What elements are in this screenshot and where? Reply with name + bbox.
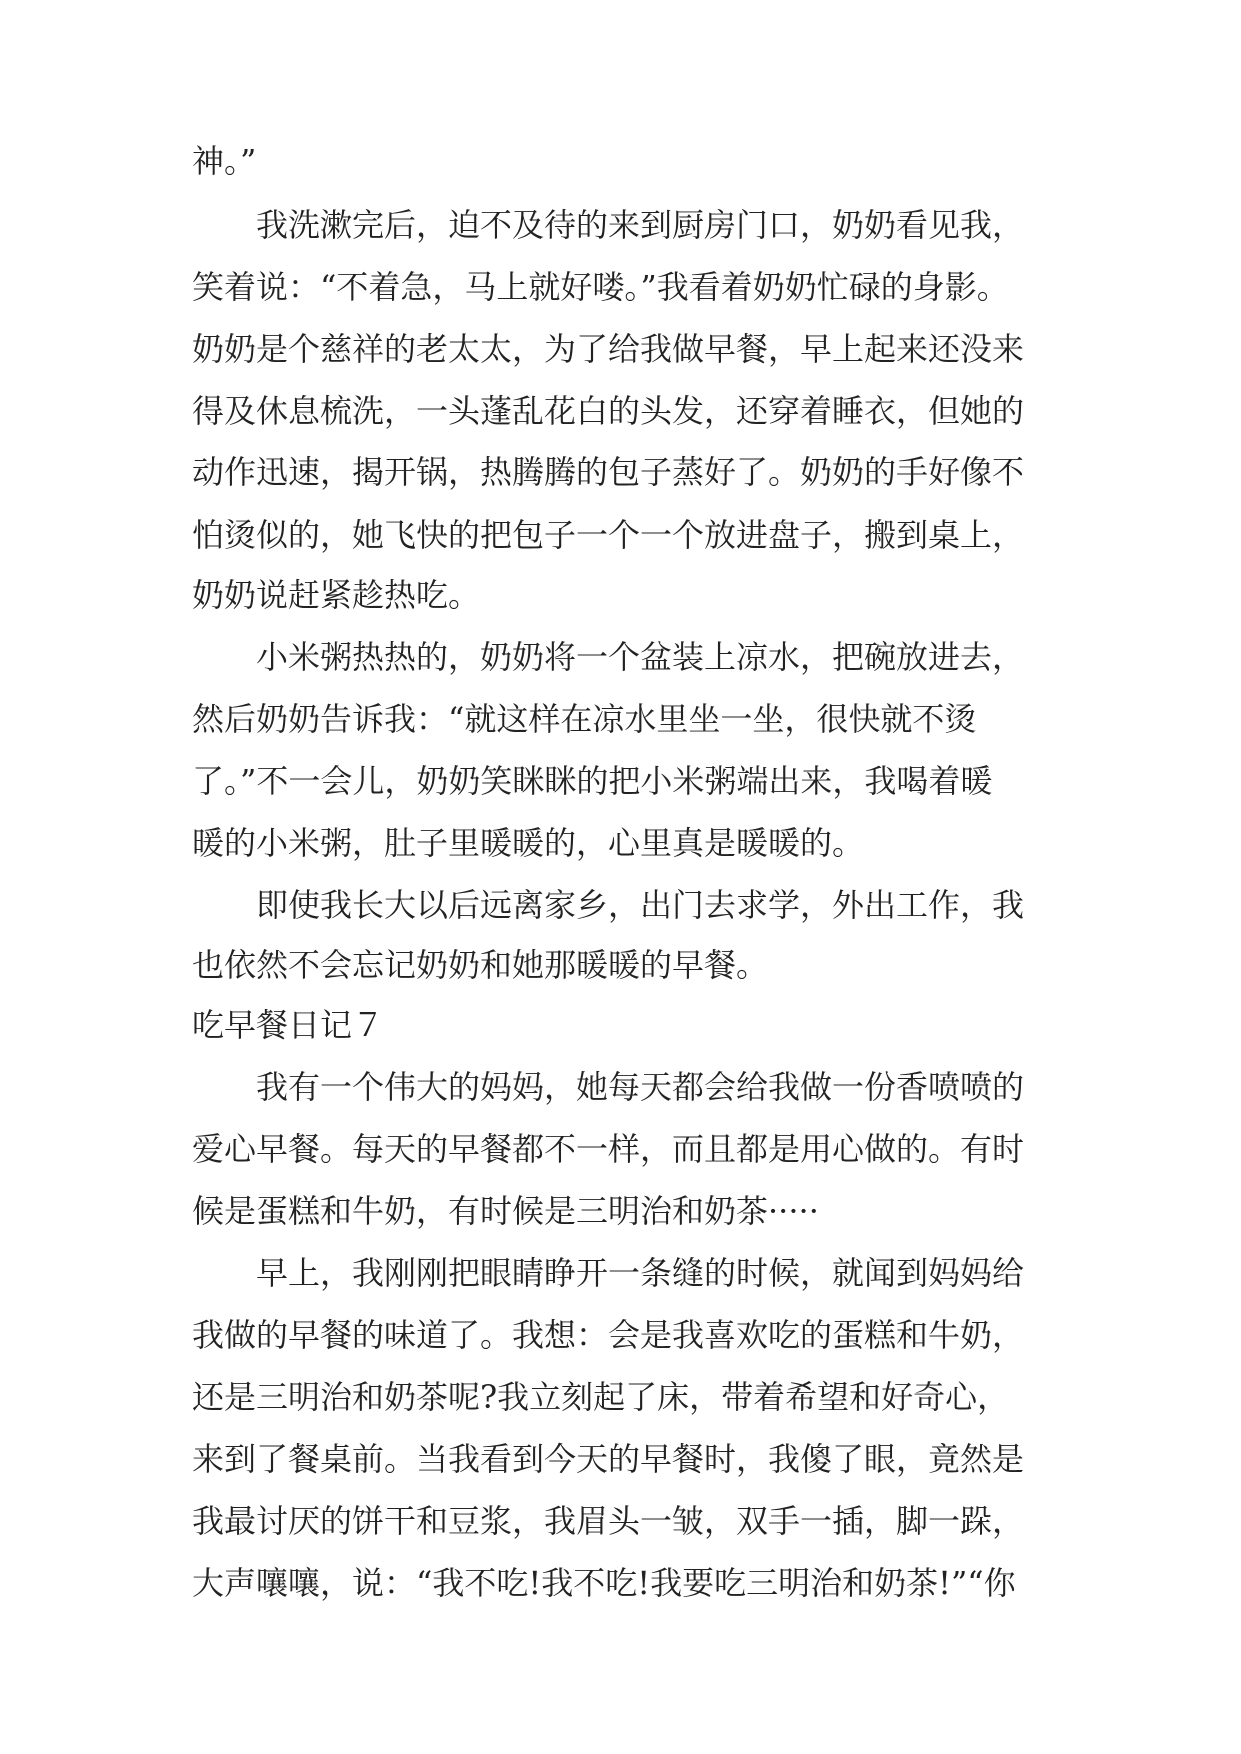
text-line: 奶奶说赶紧趁热吃。: [192, 576, 481, 614]
text-line: 我最讨厌的饼干和豆浆，我眉头一皱，双手一插，脚一跺，: [192, 1502, 1025, 1540]
text-line: 小米粥热热的，奶奶将一个盆装上凉水，把碗放进去，: [256, 638, 1025, 676]
text-line: 早上，我刚刚把眼睛睁开一条缝的时候，就闻到妈妈给: [256, 1254, 1025, 1292]
text-line: 还是三明治和奶茶呢?我立刻起了床，带着希望和好奇心，: [192, 1378, 1010, 1416]
text-line: 来到了餐桌前。当我看到今天的早餐时，我傻了眼，竟然是: [192, 1440, 1025, 1478]
text-line: 神。”: [192, 142, 257, 180]
text-line: 也依然不会忘记奶奶和她那暖暖的早餐。: [192, 946, 769, 984]
text-line: 动作迅速，揭开锅，热腾腾的包子蒸好了。奶奶的手好像不: [192, 453, 1025, 491]
text-line: 奶奶是个慈祥的老太太，为了给我做早餐，早上起来还没来: [192, 330, 1025, 368]
section-heading: 吃早餐日记７: [192, 1006, 385, 1044]
text-line: 我有一个伟大的妈妈，她每天都会给我做一份香喷喷的: [256, 1068, 1025, 1106]
text-line: 我做的早餐的味道了。我想：会是我喜欢吃的蛋糕和牛奶，: [192, 1316, 1025, 1354]
text-line: 得及休息梳洗，一头蓬乱花白的头发，还穿着睡衣，但她的: [192, 392, 1025, 430]
text-line: 我洗漱完后，迫不及待的来到厨房门口，奶奶看见我，: [256, 206, 1025, 244]
text-line: 然后奶奶告诉我：“就这样在凉水里坐一坐，很快就不烫: [192, 700, 977, 738]
text-line: 怕烫似的，她飞快的把包子一个一个放进盘子，搬到桌上，: [192, 516, 1025, 554]
text-line: 即使我长大以后远离家乡，出门去求学，外出工作，我: [256, 886, 1025, 924]
text-line: 暖的小米粥，肚子里暖暖的，心里真是暖暖的。: [192, 824, 865, 862]
text-line: 爱心早餐。每天的早餐都不一样，而且都是用心做的。有时: [192, 1130, 1025, 1168]
text-line: 笑着说：“不着急，马上就好喽。”我看着奶奶忙碌的身影。: [192, 268, 1009, 306]
text-line: 了。”不一会儿，奶奶笑眯眯的把小米粥端出来，我喝着暖: [192, 762, 993, 800]
text-line: 候是蛋糕和牛奶，有时候是三明治和奶茶·····: [192, 1192, 819, 1230]
text-line: 大声嚷嚷，说：“我不吃!我不吃!我要吃三明治和奶茶!”“你: [192, 1564, 1016, 1602]
